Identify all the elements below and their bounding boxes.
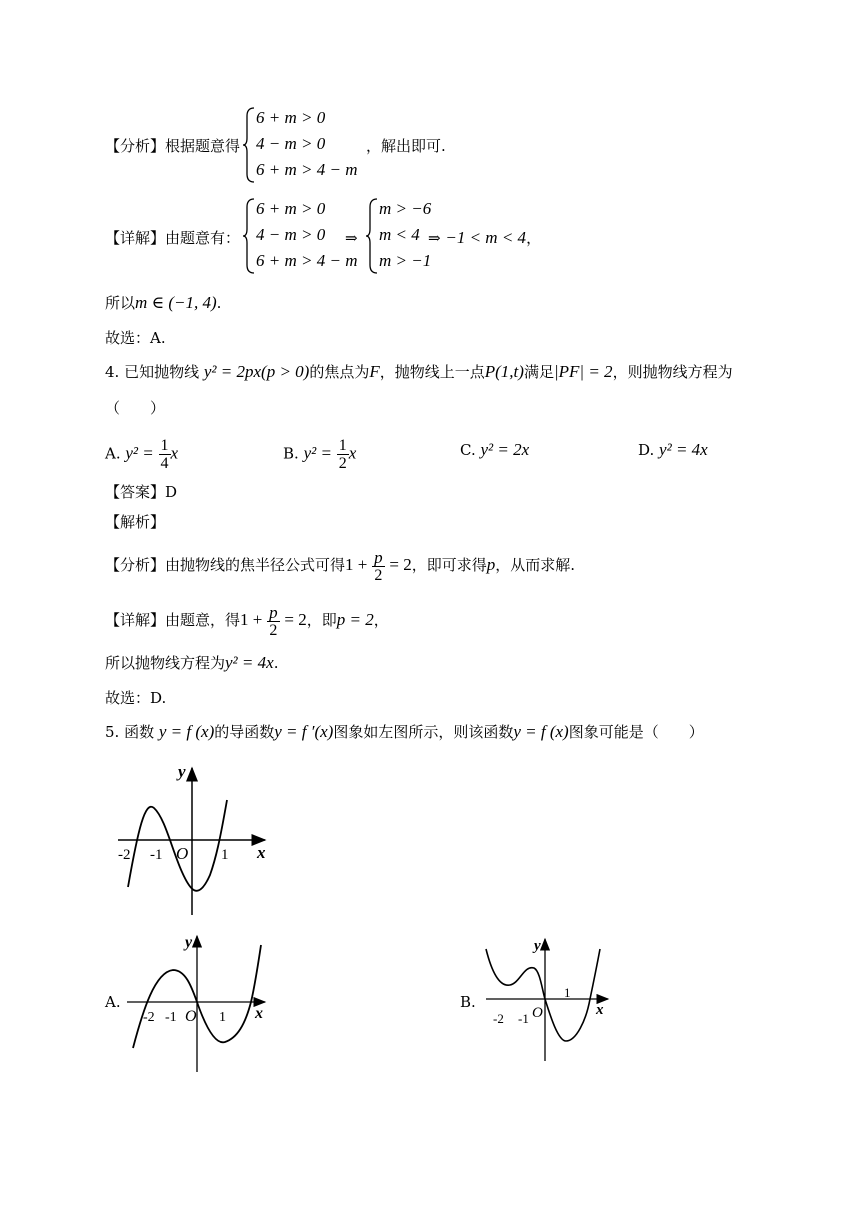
q3-implies-1: ⇒ xyxy=(345,229,358,247)
q3-result-row-1: m > −6 xyxy=(379,199,432,218)
q4-stem-5: ，则抛物线方程为 xyxy=(612,363,733,381)
q3-system-row-3: 6 + m > 4 − m xyxy=(256,160,358,179)
q4-option-b-label: B. xyxy=(283,444,299,463)
q3-system-brace xyxy=(242,106,256,188)
q4-stem-expr2: P(1,t) xyxy=(484,362,524,381)
q3-result-brace xyxy=(365,197,379,279)
q4-so-line xyxy=(105,652,278,674)
option-a-graph xyxy=(125,930,275,1078)
derivative-graph xyxy=(110,760,280,920)
q4-analysis-den: 2 xyxy=(374,566,383,584)
option-a-tick-1: 1 xyxy=(219,1010,226,1025)
q4-detail-expr-pre: 1 + xyxy=(240,610,263,629)
q3-choose: 故选：A. xyxy=(105,329,166,347)
q4-analysis-expr-pre: 1 + xyxy=(345,555,368,574)
q4-detail xyxy=(105,600,389,640)
q3-result-row-3: m > −1 xyxy=(379,251,432,270)
q4-option-b-lhs: y² = xyxy=(303,443,332,463)
q4-option-c xyxy=(460,440,529,460)
q4-option-b-num: 1 xyxy=(338,437,347,454)
option-a-y-label: y xyxy=(185,934,193,951)
q4-detail-frac xyxy=(267,604,280,639)
q4-choose: 故选：D. xyxy=(105,689,167,707)
q3-implies-arrow: ⇒ xyxy=(428,229,441,247)
option-b-tick-neg2: -2 xyxy=(493,1011,504,1026)
q3-result-system xyxy=(379,196,431,274)
q4-stem-1: 已知抛物线 xyxy=(124,363,200,381)
q4-analysis-prefix: 【分析】由抛物线的焦半径公式可得 xyxy=(105,556,346,574)
derivative-x-label: x xyxy=(257,843,266,862)
q3-system-row-1: 6 + m > 0 xyxy=(256,108,326,127)
q3-system-row-2: 4 − m > 0 xyxy=(256,134,326,153)
derivative-tick-neg2: -2 xyxy=(118,847,131,863)
q3-system xyxy=(256,105,357,183)
option-a-tick-neg1: -1 xyxy=(165,1010,177,1025)
q4-option-d-label: D. xyxy=(638,441,655,459)
q4-option-a-lhs: y² = xyxy=(125,443,154,463)
q4-option-b-frac xyxy=(337,437,349,472)
q4-detail-num: p xyxy=(269,602,278,622)
q5-stem-2: 的导函数 xyxy=(214,723,275,741)
q4-option-b-den: 2 xyxy=(338,455,347,472)
q4-stem-3: ，抛物线上一点 xyxy=(379,363,485,381)
q4-analysis xyxy=(105,545,575,585)
option-a-tick-neg2: -2 xyxy=(143,1010,155,1025)
q3-detail-row-1: 6 + m > 0 xyxy=(256,199,326,218)
q4-analysis-mid: ，即可求得 xyxy=(411,556,487,574)
q4-option-a-label: A. xyxy=(105,444,121,463)
q4-option-c-expr: y² = 2x xyxy=(480,440,530,459)
q4-stem-2: 的焦点为 xyxy=(309,363,370,381)
q4-option-b xyxy=(283,437,356,472)
q4-paren: （ ） xyxy=(105,399,166,417)
q4-analysis-frac xyxy=(372,549,385,584)
option-b-tick-neg1: -1 xyxy=(518,1011,529,1026)
q5-option-b-label: B. xyxy=(460,993,476,1011)
q3-so-end: . xyxy=(216,294,222,312)
derivative-y-label: y xyxy=(178,762,186,781)
q3-implies-2 xyxy=(428,227,541,249)
option-b-x-label: x xyxy=(596,1002,604,1018)
q4-option-a-num: 1 xyxy=(160,437,169,454)
option-b-origin: O xyxy=(532,1005,543,1021)
q4-number: 4. xyxy=(105,363,120,381)
q4-option-d xyxy=(638,440,708,460)
q4-detail-mid: ，即 xyxy=(306,611,337,629)
q3-detail-row-2: 4 − m > 0 xyxy=(256,225,326,244)
option-b-graph xyxy=(480,935,615,1065)
q3-so-expr: m ∈ (−1, 4) xyxy=(135,293,217,312)
q4-option-a-rhs: x xyxy=(170,443,179,463)
q3-so-prefix: 所以 xyxy=(105,294,136,312)
option-a-origin: O xyxy=(185,1008,197,1025)
derivative-origin: O xyxy=(176,844,189,863)
q4-answer: 【答案】D xyxy=(105,483,178,501)
q4-stem-expr3: |PF| = 2 xyxy=(553,362,613,381)
q5-number: 5. xyxy=(105,723,120,741)
q3-result-row-2: m < 4 xyxy=(379,225,420,244)
q4-so-expr: y² = 4x xyxy=(225,653,274,672)
derivative-tick-neg1: -1 xyxy=(150,847,163,863)
q3-analysis-prefix: 【分析】根据题意得 xyxy=(105,137,241,155)
option-b-y-label: y xyxy=(534,938,541,954)
q3-analysis-line xyxy=(105,135,240,157)
q4-analysis-expr-post: = 2 xyxy=(389,555,412,574)
q5-stem-3: 图象如左图所示，则该函数 xyxy=(333,723,514,741)
q4-stem-F: F xyxy=(369,362,380,381)
q5-stem-expr3: y = f (x) xyxy=(513,722,569,741)
q3-analysis-suffix: ，解出即可. xyxy=(366,137,446,155)
option-a-x-label: x xyxy=(255,1005,263,1022)
q4-option-a xyxy=(105,437,178,472)
q5-stem-1: 函数 xyxy=(124,723,155,741)
q3-detail-comma: ， xyxy=(526,229,542,247)
q4-analysis-suffix: ，从而求解. xyxy=(495,556,576,574)
option-b-tick-1: 1 xyxy=(564,985,571,1000)
q3-detail-result: −1 < m < 4 xyxy=(445,228,527,247)
q4-option-c-label: C. xyxy=(460,441,476,459)
q4-detail-expr2: p = 2 xyxy=(336,610,374,629)
q3-detail-system xyxy=(256,196,357,274)
q4-option-a-frac xyxy=(159,437,171,472)
q4-jiexi: 【解析】 xyxy=(105,513,166,531)
q3-detail-prefix: 【详解】由题意有： xyxy=(105,229,241,247)
q4-option-b-rhs: x xyxy=(348,443,357,463)
q3-detail-brace xyxy=(242,197,256,279)
q4-detail-den: 2 xyxy=(269,621,278,639)
q4-stem-expr1: y² = 2px(p > 0) xyxy=(203,362,310,381)
q4-option-a-den: 4 xyxy=(160,455,169,472)
q4-detail-end: ， xyxy=(373,611,389,629)
q4-analysis-p: p xyxy=(486,555,496,574)
option-b-curve xyxy=(486,949,600,1041)
q5-option-a-label: A. xyxy=(105,993,121,1011)
q4-detail-expr-post: = 2 xyxy=(284,610,307,629)
q3-detail-row-3: 6 + m > 4 − m xyxy=(256,251,358,270)
q4-detail-prefix: 【详解】由题意，得 xyxy=(105,611,241,629)
q5-stem-expr2: y = f ′(x) xyxy=(274,722,334,741)
q4-option-d-expr: y² = 4x xyxy=(659,440,708,459)
q4-stem-4: 满足 xyxy=(523,363,554,381)
q4-analysis-num: p xyxy=(374,547,383,567)
q5-stem-4: 图象可能是（ ） xyxy=(568,723,704,741)
derivative-tick-1: 1 xyxy=(221,847,229,863)
q4-stem xyxy=(105,361,733,383)
q5-stem xyxy=(105,721,704,743)
q3-so-line xyxy=(105,292,221,314)
q5-stem-expr1: y = f (x) xyxy=(158,722,215,741)
q4-so-prefix: 所以抛物线方程为 xyxy=(105,654,226,672)
q4-so-end: . xyxy=(273,654,279,672)
